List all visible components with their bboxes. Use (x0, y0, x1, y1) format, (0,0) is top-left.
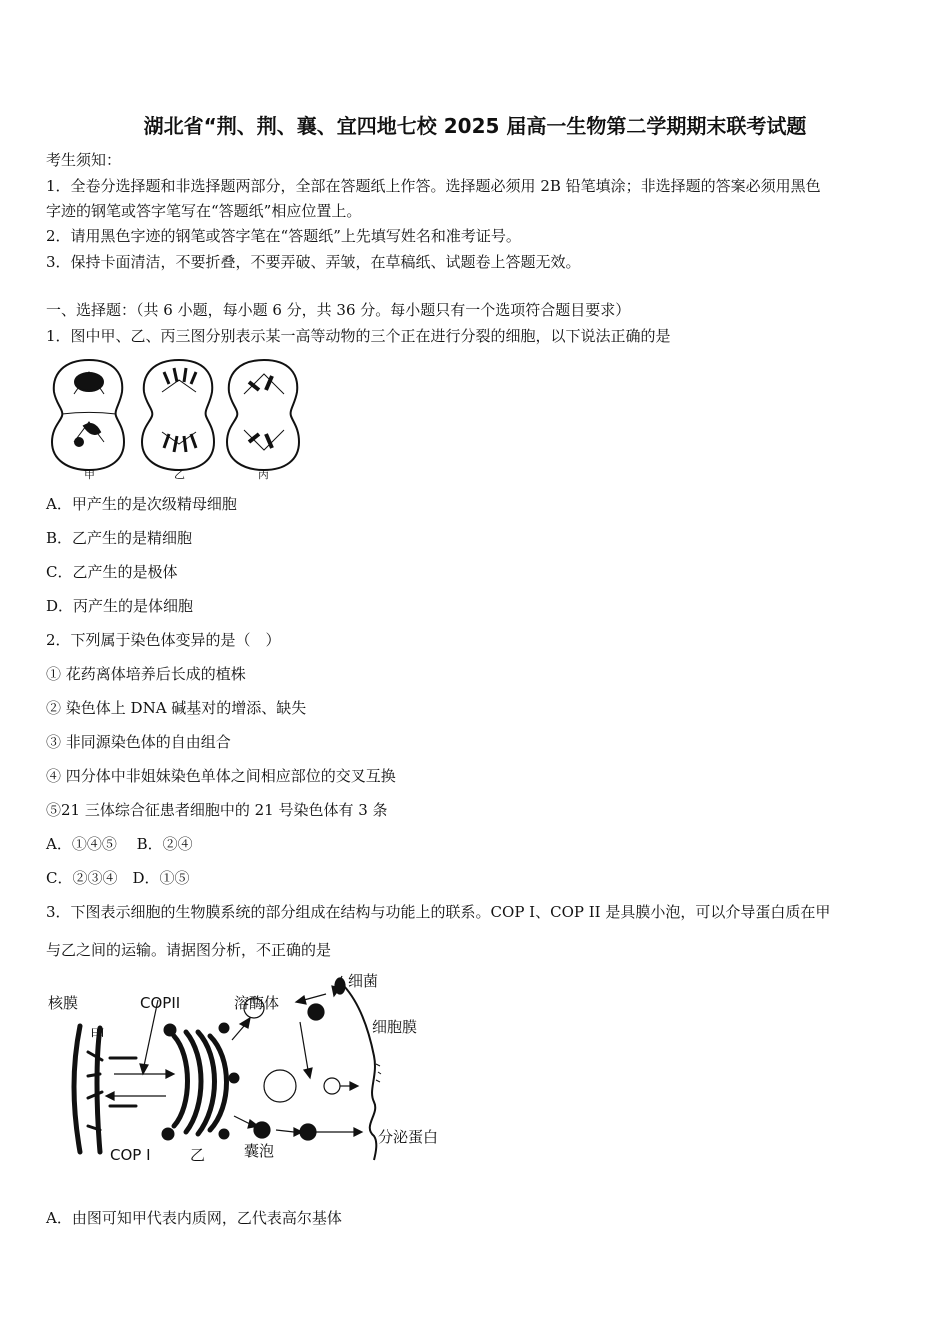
notice-heading: 考生须知： (46, 151, 122, 169)
q2-item-2: ② 染色体上 DNA 碱基对的增添、缺失 (46, 699, 307, 717)
cell-label-jia: 甲 (84, 468, 95, 481)
label-secreted-protein: 分泌蛋白 (378, 1128, 439, 1146)
q2-item-4: ④ 四分体中非姐妹染色单体之间相应部位的交叉互换 (46, 767, 396, 785)
q2-item-5: ⑤21 三体综合征患者细胞中的 21 号染色体有 3 条 (46, 801, 388, 819)
q1-option-c: C．乙产生的是极体 (46, 563, 178, 581)
notice-item-1b: 字迹的钢笔或答字笔写在“答题纸”相应位置上。 (46, 202, 362, 220)
page-title: 湖北省“荆、荆、襄、宜四地七校 2025 届高一生物第二学期期末联考试题 (143, 114, 807, 138)
q3-option-a: A．由图可知甲代表内质网，乙代表高尔基体 (46, 1209, 342, 1227)
q1-option-b: B．乙产生的是精细胞 (46, 529, 193, 547)
notice-item-3: 3．保持卡面清洁，不要折叠，不要弄破、弄皱，在草稿纸、试题卷上答题无效。 (46, 253, 581, 271)
q3-stem-a: 3．下图表示细胞的生物膜系统的部分组成在结构与功能上的联系。COP I、COP II 是具膜小泡，可以介导蛋白质在甲 (46, 903, 831, 921)
label-copi: COP I (110, 1146, 151, 1164)
cell-bing (227, 360, 299, 470)
q2-options-row-2: C．②③④ D．①⑤ (46, 869, 190, 887)
section-heading: 一、选择题：（共 6 小题，每小题 6 分，共 36 分。每小题只有一个选项符合题目要求） (46, 301, 631, 319)
golgi-apparatus (164, 1025, 237, 1138)
cell-jia (52, 360, 124, 470)
q1-option-d: D．丙产生的是体细胞 (46, 597, 194, 615)
q3-stem-b: 与乙之间的运输。请据图分析，不正确的是 (46, 941, 332, 959)
label-vesicle: 囊泡 (244, 1142, 275, 1160)
q1-option-a: A．甲产生的是次级精母细胞 (46, 495, 237, 513)
q2-options-row-1: A．①④⑤ B．②④ (46, 835, 193, 853)
label-cell-membrane: 细胞膜 (372, 1018, 418, 1036)
nuclear-envelope (74, 1026, 136, 1152)
q1-stem: 1．图中甲、乙、丙三图分别表示某一高等动物的三个正在进行分裂的细胞，以下说法正确的是 (46, 327, 671, 345)
q2-item-1: ① 花药离体培养后长成的植株 (46, 665, 246, 683)
q2-stem: 2．下列属于染色体变异的是（ ） (46, 631, 281, 649)
q1-cell-figure (44, 352, 314, 482)
label-yi: 乙 (190, 1146, 206, 1164)
cell-yi (142, 360, 214, 470)
cell-label-yi: 乙 (174, 468, 185, 481)
cell-membrane (344, 986, 381, 1160)
label-nuclear-envelope: 核膜 (48, 994, 79, 1012)
q2-item-3: ③ 非同源染色体的自由组合 (46, 733, 231, 751)
notice-item-2: 2．请用黑色字迹的钢笔或答字笔在“答题纸”上先填写姓名和准考证号。 (46, 227, 521, 245)
q3-membrane-figure (44, 966, 464, 1166)
label-lysosome: 溶酶体 (234, 994, 280, 1012)
notice-item-1a: 1．全卷分选择题和非选择题两部分，全部在答题纸上作答。选择题必须用 2B 铅笔填涂；非选择题的答案必须用黑色 (46, 177, 821, 195)
cell-label-bing: 丙 (258, 468, 269, 481)
label-jia: 甲 (90, 1026, 106, 1044)
label-bacteria: 细菌 (348, 972, 379, 990)
label-copii: COPII (140, 994, 181, 1012)
